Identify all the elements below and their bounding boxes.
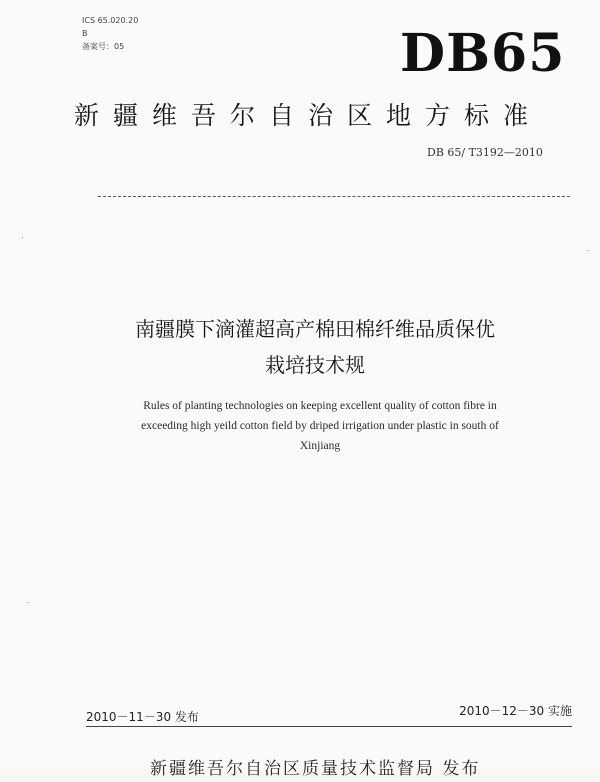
chinese-title-line-1: 南疆膜下滴灌超高产棉田棉纤维品质保优 — [135, 317, 495, 341]
scan-speck — [22, 237, 23, 238]
issuing-authority: 新疆维吾尔自治区质量技术监督局 发布 — [150, 759, 481, 779]
standard-category-title: 新疆维吾尔自治区地方标准 — [74, 101, 543, 130]
date-row — [86, 704, 572, 728]
footer-divider — [86, 726, 572, 727]
implementation-date: 2010－12－30 实施 — [459, 704, 572, 718]
scan-speck — [588, 250, 589, 251]
chinese-title — [70, 311, 560, 383]
filing-number: 备案号：05 — [82, 42, 125, 51]
ics-code: ICS 65.020.20 — [82, 16, 139, 25]
english-title — [85, 396, 555, 456]
header-divider — [98, 196, 570, 197]
scan-speck — [28, 602, 29, 603]
issue-date: 2010－11－30 发布 — [86, 710, 199, 724]
english-title-line-2: exceeding high yeild cotton field by driped irrigation under plastic in south of — [141, 420, 499, 432]
standard-code: DB 65/ T3192—2010 — [427, 146, 543, 159]
class-code: B — [82, 29, 88, 38]
chinese-title-line-2: 栽培技术规 — [265, 353, 365, 377]
english-title-line-3: Xinjiang — [299, 440, 341, 452]
english-title-line-1: Rules of planting technologies on keeping excellent quality of cotton fibre in — [143, 400, 497, 412]
classification-block — [82, 14, 138, 53]
db65-logo: DB65 — [400, 23, 566, 84]
